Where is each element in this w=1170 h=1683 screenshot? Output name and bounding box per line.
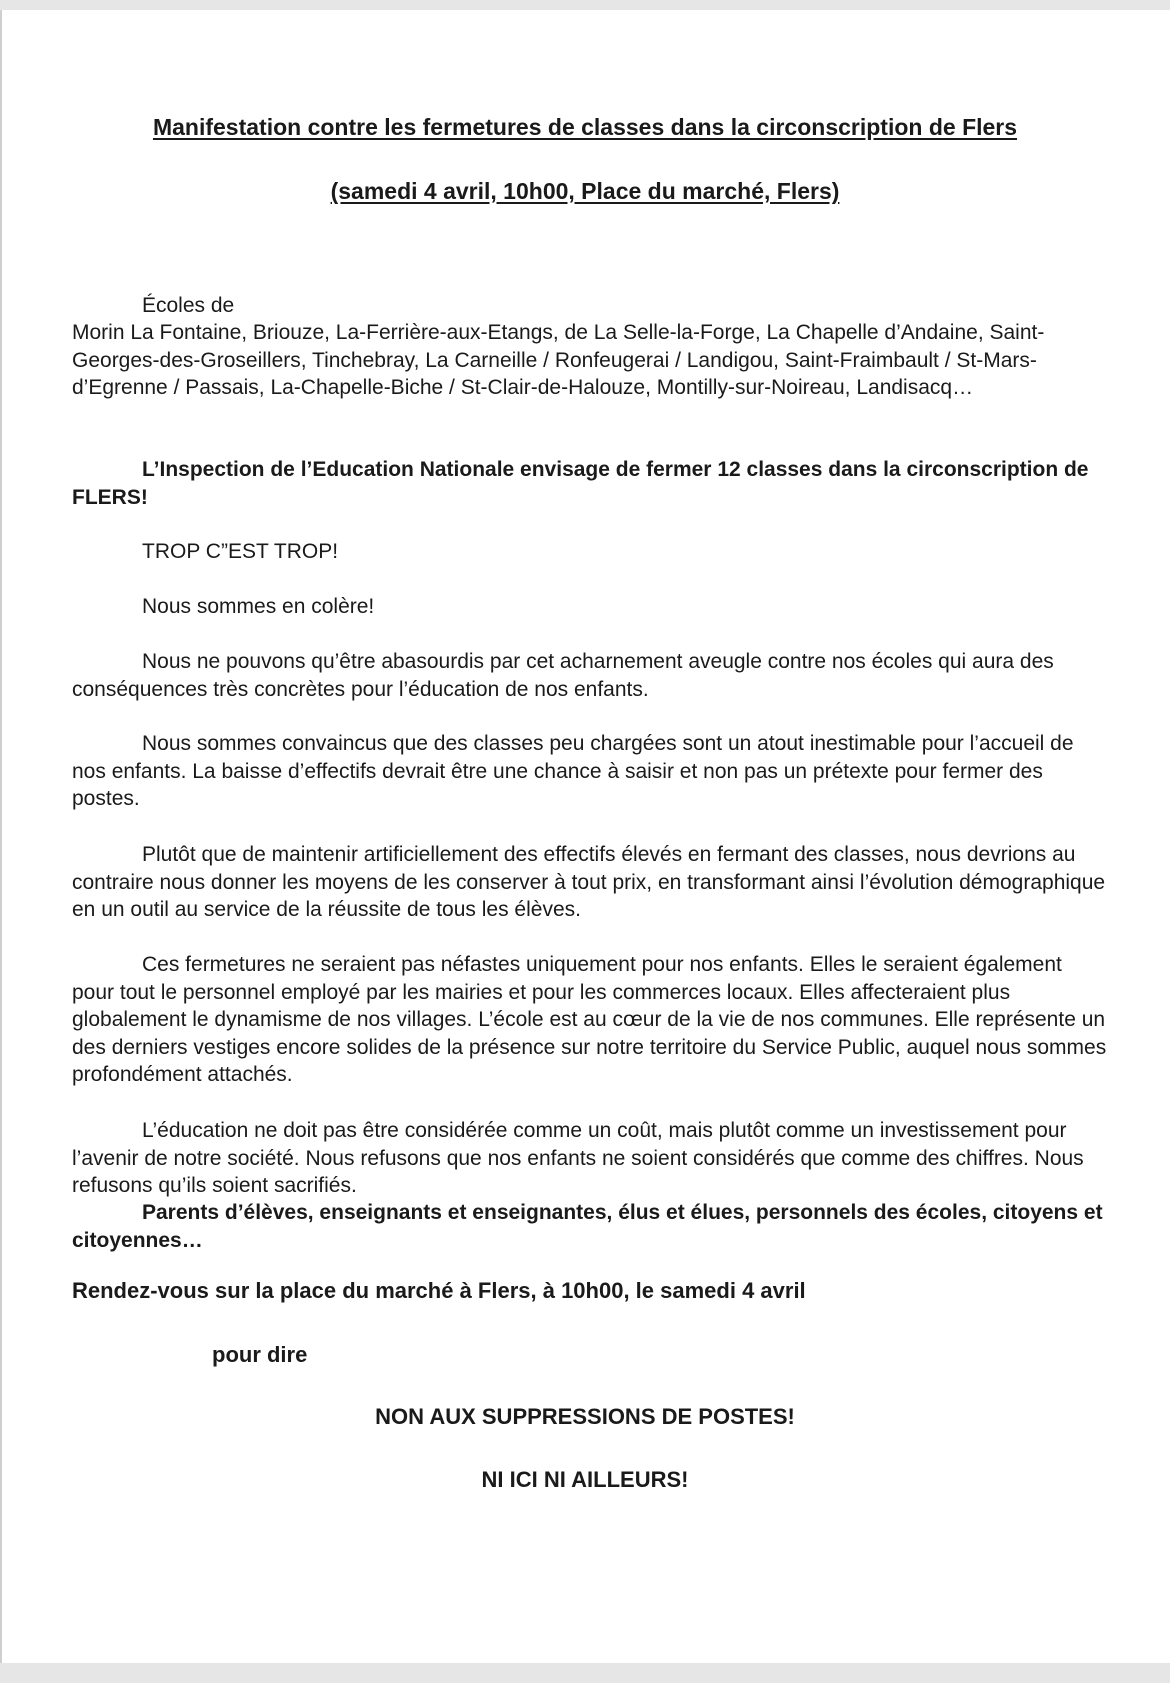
plutot-paragraph: Plutôt que de maintenir artificiellement des effectifs élevés en fermant des classes, nous devrions au contraire nous donner les moyens de les conserver à tout prix, en transformant ainsi l’évolution démographique en un outil au service de la réussite de tous les élèves.: [72, 843, 1106, 921]
slogan-2: NI ICI NI AILLEURS!: [481, 1467, 689, 1492]
schools-heading: Écoles de: [142, 294, 235, 317]
colere-paragraph: Nous sommes en colère!: [142, 595, 375, 618]
trop-paragraph: TROP C”EST TROP!: [142, 540, 339, 563]
fermetures-paragraph: Ces fermetures ne seraient pas néfastes uniquement pour nos enfants. Elles le seraient également pour tout le personnel employé par les mairies et pour les commerces locaux. Elles affecteraient plus globalement le dynamisme de nos villages. L’école est au cœur de la vie de nos communes. Elle représente un des derniers vestiges encore solides de la présence sur notre territoire du Service Public, auquel nous sommes profondément attachés.: [72, 953, 1107, 1086]
rendez-vous-line: Rendez-vous sur la place du marché à Flers, à 10h00, le samedi 4 avril: [72, 1278, 806, 1303]
pour-dire-line: pour dire: [212, 1342, 308, 1367]
inspection-paragraph: L’Inspection de l’Education Nationale envisage de fermer 12 classes dans la circonscription de FLERS!: [72, 458, 1089, 509]
schools-list: Morin La Fontaine, Briouze, La-Ferrière-aux-Etangs, de La Selle-la-Forge, La Chapelle d’Andaine, Saint-Georges-des-Groseillers, Tinchebray, La Carneille / Ronfeugerai / Landigou, Saint-Fraimbault / St-Mars-d’Egrenne / Passais, La-Chapelle-Biche / St-Clair-de-Halouze, Montilly-sur-Noireau, Landisacq…: [72, 321, 1045, 399]
slogan-1: NON AUX SUPPRESSIONS DE POSTES!: [375, 1404, 795, 1429]
bottom-bar: [0, 1663, 1170, 1683]
convaincus-paragraph: Nous sommes convaincus que des classes peu chargées sont un atout inestimable pour l’accueil de nos enfants. La baisse d’effectifs devrait être une chance à saisir et non pas un prétexte pour fermer des postes.: [72, 732, 1074, 810]
abasourdis-paragraph: Nous ne pouvons qu’être abasourdis par cet acharnement aveugle contre nos écoles qui aura des conséquences très concrètes pour l’éducation de nos enfants.: [72, 650, 1054, 701]
education-paragraph: L’éducation ne doit pas être considérée comme un coût, mais plutôt comme un investissement pour l’avenir de notre société. Nous refusons que nos enfants ne soient considérés que comme des chiffres. Nous refusons qu’ils soient sacrifiés.: [72, 1119, 1084, 1197]
document-page: [0, 10, 1170, 1663]
parents-paragraph: Parents d’élèves, enseignants et enseignantes, élus et élues, personnels des écoles, citoyens et citoyennes…: [72, 1201, 1103, 1252]
top-bar: [0, 0, 1170, 10]
event-details-title: (samedi 4 avril, 10h00, Place du marché, Flers): [330, 178, 840, 204]
page-title: Manifestation contre les fermetures de classes dans la circonscription de Flers: [152, 114, 1018, 140]
